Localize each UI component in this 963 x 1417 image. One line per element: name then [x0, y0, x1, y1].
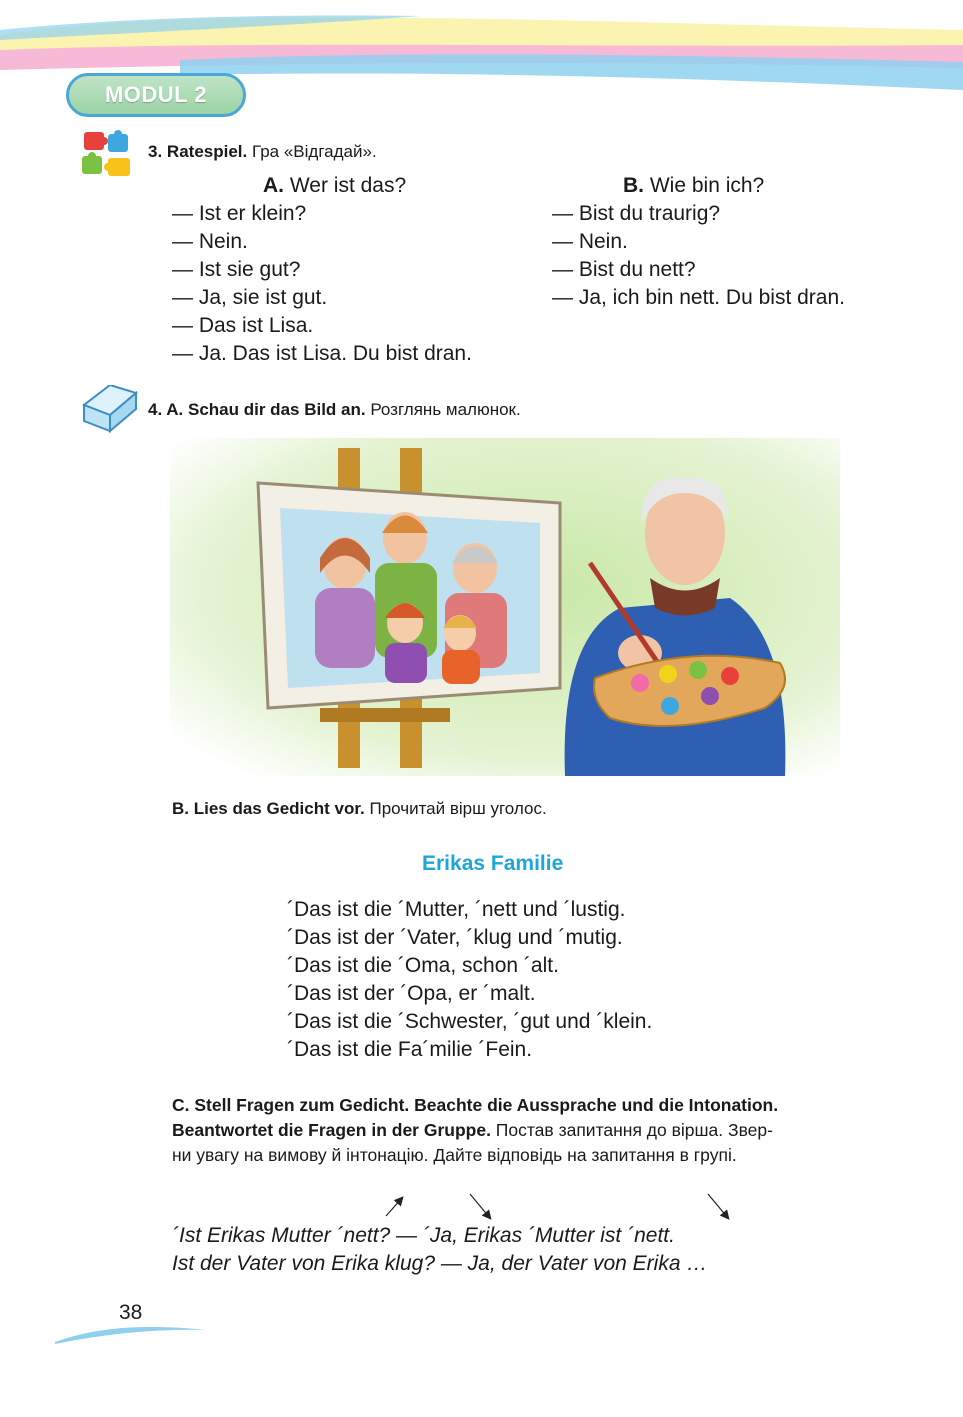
dialogue-line: — Ja, ich bin nett. Du bist dran. [552, 286, 845, 309]
dialogue-line: — Bist du traurig? [552, 202, 721, 225]
task4b-translation: Прочитай вірш уголос. [369, 799, 547, 818]
task4c-text-2: ни увагу на вимову й інтонацію. Дайте відповідь на запитання в групі. [172, 1145, 737, 1165]
task3-translation: Гра «Відгадай». [251, 142, 377, 161]
task3-title: Ratespiel. [166, 142, 248, 161]
task4b-heading [172, 799, 547, 819]
dialogue-line: — Bist du nett? [552, 258, 696, 281]
dialogue-line: — Nein. [172, 230, 248, 253]
task4a-translation: Розглянь малюнок. [370, 400, 521, 419]
poem-line: ´Das ist der ´Vater, ´klug und ´mutig. [287, 926, 623, 949]
poem-line: ´Das ist die ´Oma, schon ´alt. [287, 954, 559, 977]
poem-line: ´Das ist der ´Opa, er ´malt. [287, 982, 536, 1005]
task3-heading [148, 142, 377, 162]
part-b-title: Wie bin ich? [649, 174, 765, 197]
task4c-bold-1: C. Stell Fragen zum Gedicht. Beachte die Aussprache und die Intonation. [172, 1095, 779, 1115]
page-number: 38 [119, 1301, 143, 1324]
task4c-instructions [172, 1093, 892, 1168]
part-a-heading [263, 174, 406, 198]
painter-illustration [170, 438, 840, 776]
part-a-letter: A. [263, 174, 284, 197]
puzzle-icon [78, 128, 138, 182]
poem-line: ´Das ist die ´Mutter, ´nett und ´lustig. [287, 898, 626, 921]
task4c-bold-2: Beantwortet die Fragen in der Gruppe. [172, 1120, 491, 1140]
part-b-dialogue [552, 200, 845, 312]
example-line-1: ´Ist Erikas Mutter ´nett? — ´Ja, Erikas ´Mutter ist ´nett. [172, 1224, 675, 1247]
task4c-text-1: Постав запитання до вірша. Звер- [490, 1120, 773, 1140]
part-b-heading [623, 174, 764, 198]
open-book-icon [80, 385, 140, 435]
dialogue-line: — Ist sie gut? [172, 258, 301, 281]
part-b-letter: B. [623, 174, 644, 197]
poem-line: ´Das ist die Fa´milie ´Fein. [287, 1038, 533, 1061]
rising-arrow-icon [386, 1198, 402, 1216]
falling-arrow-icon [470, 1194, 490, 1218]
dialogue-line: — Ist er klein? [172, 202, 307, 225]
part-a-title: Wer ist das? [289, 174, 407, 197]
task4a-heading [148, 400, 521, 420]
task3-number: 3. [148, 142, 163, 161]
poem-title: Erikas Familie [422, 852, 564, 875]
part-a-dialogue [172, 200, 472, 368]
poem [287, 896, 652, 1064]
task4b-title: B. Lies das Gedicht vor. [172, 799, 365, 818]
poem-line: ´Das ist die ´Schwester, ´gut und ´klein. [287, 1010, 653, 1033]
dialogue-line: — Nein. [552, 230, 628, 253]
dialogue-line: — Ja, sie ist gut. [172, 286, 328, 309]
falling-arrow-icon [708, 1194, 728, 1218]
example-line-2: Ist der Vater von Erika klug? — Ja, der Vater von Erika … [172, 1252, 708, 1275]
dialogue-line: — Das ist Lisa. [172, 314, 314, 337]
dialogue-line: — Ja. Das ist Lisa. Du bist dran. [172, 342, 472, 365]
task4a-title: 4. A. Schau dir das Bild an. [148, 400, 366, 419]
intonation-arrows [380, 1190, 740, 1226]
module-badge: MODUL 2 [66, 73, 246, 117]
